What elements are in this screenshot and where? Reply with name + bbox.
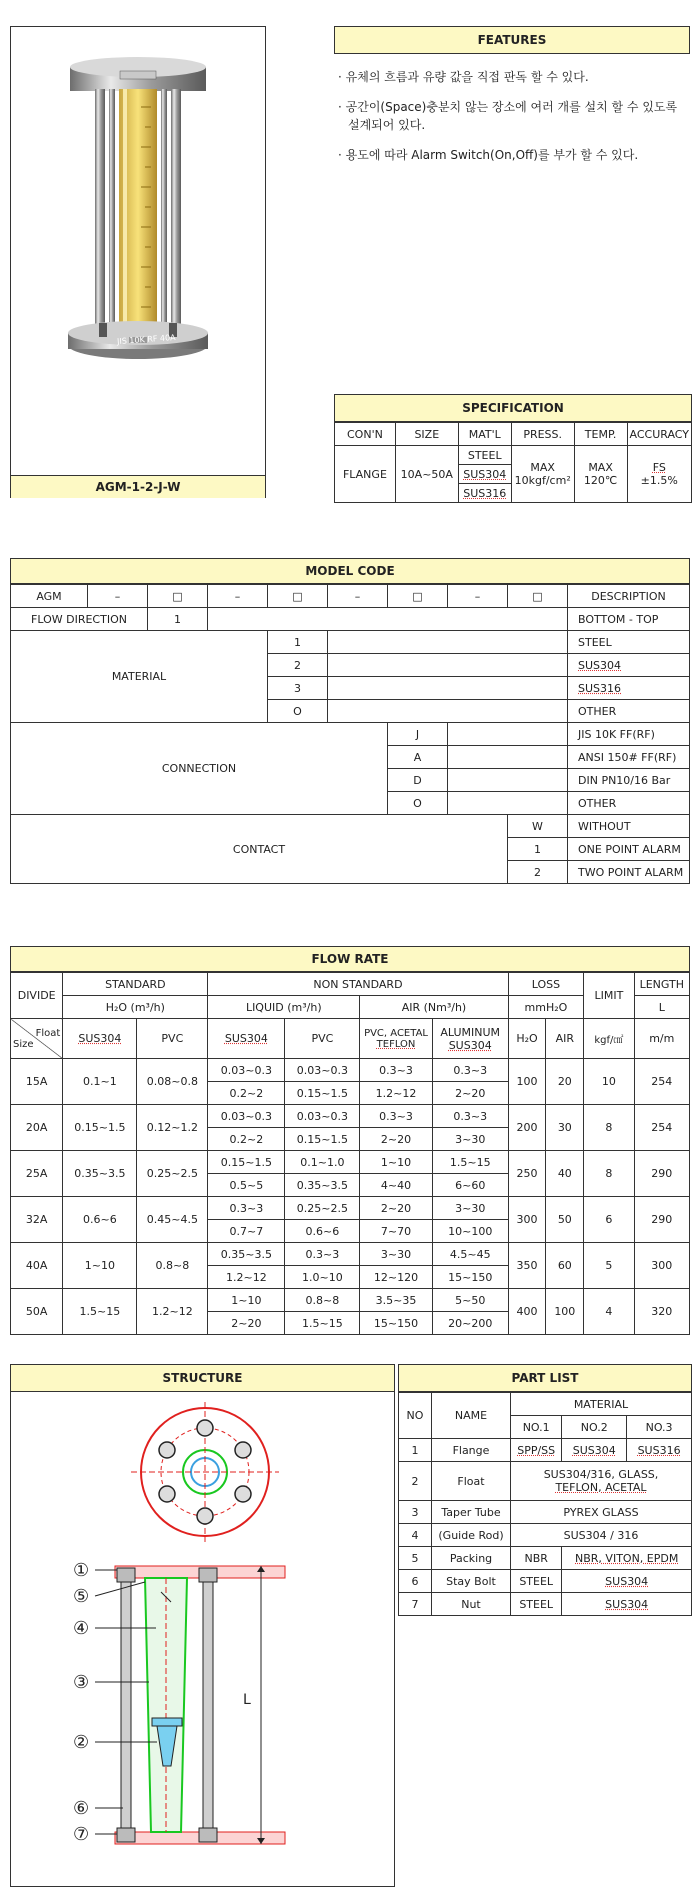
flow-cell: 100 [508, 1059, 546, 1105]
fr-h-nonstandard: NON STANDARD [208, 973, 508, 996]
pl-h-no1: NO.1 [511, 1416, 562, 1439]
callout-3: ③ [73, 1672, 90, 1693]
flow-cell: 0.5~5 [208, 1174, 285, 1197]
flow-cell: 0.15~1.5 [285, 1128, 360, 1151]
mc-connection-code: J [388, 723, 448, 746]
flow-cell: 200 [508, 1105, 546, 1151]
fr-h-liquid: LIQUID (m³/h) [208, 996, 360, 1019]
mc-material-code: O [268, 700, 328, 723]
pl-name: Flange [432, 1439, 511, 1462]
spec-title: SPECIFICATION [334, 394, 692, 422]
flow-cell: 0.35~3.5 [63, 1151, 137, 1197]
flow-cell: 0.3~3 [360, 1105, 433, 1128]
flowmeter-photo [11, 27, 265, 475]
flow-cell: 20 [546, 1059, 584, 1105]
flow-cell: 0.12~1.2 [137, 1105, 208, 1151]
spec-acc-l1: FS [652, 461, 666, 474]
callout-2: ② [73, 1732, 90, 1753]
pl-no: 6 [399, 1570, 432, 1593]
flow-cell: 0.6~6 [285, 1220, 360, 1243]
pl-no: 2 [399, 1462, 432, 1501]
structure-panel [10, 1364, 395, 1888]
flow-cell: 1.0~10 [285, 1266, 360, 1289]
flow-cell: 290 [634, 1197, 689, 1243]
mc-connection-code: A [388, 746, 448, 769]
pl-mat: SUS304 [562, 1593, 692, 1616]
flow-cell: 0.8~8 [137, 1243, 208, 1289]
pl-no: 3 [399, 1501, 432, 1524]
mc-material-desc: OTHER [568, 700, 690, 723]
mc-connection-label: CONNECTION [11, 723, 388, 815]
flow-cell: 1~10 [360, 1151, 433, 1174]
spec-acc-l2: ±1.5% [640, 474, 678, 487]
flow-cell: 1.2~12 [137, 1289, 208, 1335]
dimension-label: L [243, 1692, 251, 1708]
mc-contact-desc: ONE POINT ALARM [568, 838, 690, 861]
mc-material-desc: SUS304 [568, 654, 690, 677]
fr-h-teflon: TEFLON [376, 1038, 416, 1050]
spec-table [334, 422, 692, 503]
flow-cell: 30 [546, 1105, 584, 1151]
spec-size: 10A~50A [395, 446, 458, 503]
features-list [334, 68, 690, 164]
fr-h-mmh2o: mmH₂O [508, 996, 584, 1019]
spec-temp-l2: 120℃ [583, 474, 618, 487]
spec-mat: STEEL [458, 446, 511, 465]
flow-cell: 10~100 [432, 1220, 508, 1243]
flow-cell: 15A [11, 1059, 63, 1105]
mc-connection-desc: DIN PN10/16 Bar [568, 769, 690, 792]
flow-cell: 1.2~12 [360, 1082, 433, 1105]
mc-material-desc: STEEL [568, 631, 690, 654]
feature-item: · 유체의 흐름과 유량 값을 직접 판독 할 수 있다. [348, 68, 682, 86]
fr-h-liq-sus: SUS304 [208, 1019, 285, 1059]
fr-h-loss: LOSS [508, 973, 584, 996]
mc-material-desc: SUS316 [568, 677, 690, 700]
pl-mat: SUS304 [562, 1570, 692, 1593]
mc-h-dash: – [88, 585, 148, 608]
callout-4: ④ [73, 1618, 90, 1639]
mc-h-box: □ [148, 585, 208, 608]
pl-mat: SUS304 [562, 1439, 627, 1462]
pl-h-name: NAME [432, 1393, 511, 1439]
spec-h-matl: MAT'L [458, 423, 511, 446]
flow-cell: 32A [11, 1197, 63, 1243]
mc-h-box: □ [388, 585, 448, 608]
flow-cell: 0.7~7 [208, 1220, 285, 1243]
flow-cell: 3~30 [360, 1243, 433, 1266]
feature-item: · 용도에 따라 Alarm Switch(On,Off)를 부가 할 수 있다. [348, 146, 682, 164]
fr-h-divide: DIVIDE [11, 973, 63, 1019]
flow-cell: 5 [584, 1243, 634, 1289]
structure-title: STRUCTURE [10, 1364, 395, 1392]
feature-item: · 공간이(Space)충분치 않는 장소에 여러 개를 설치 할 수 있도록 설계되어 있다. [348, 98, 682, 134]
callout-7: ⑦ [73, 1824, 90, 1845]
fr-h-pvc-acetal: PVC, ACETAL [364, 1027, 428, 1039]
part-list-panel [398, 1364, 692, 1616]
flow-cell: 290 [634, 1151, 689, 1197]
fr-h-liq-pvc: PVC [285, 1019, 360, 1059]
mc-material-code: 2 [268, 654, 328, 677]
mc-h-agm: AGM [11, 585, 88, 608]
fr-h-air-pvc [360, 1019, 433, 1059]
flow-cell: 0.35~3.5 [208, 1243, 285, 1266]
mc-material-code: 3 [268, 677, 328, 700]
pl-h-no3: NO.3 [627, 1416, 692, 1439]
mc-flow-direction-code: 1 [148, 608, 208, 631]
callout-6: ⑥ [73, 1798, 90, 1819]
table-row [11, 1197, 690, 1220]
mc-material-code: 1 [268, 631, 328, 654]
mc-h-description: DESCRIPTION [568, 585, 690, 608]
flow-cell: 320 [634, 1289, 689, 1335]
pl-name: Stay Bolt [432, 1570, 511, 1593]
pl-mat: SUS316 [627, 1439, 692, 1462]
spec-h-size: SIZE [395, 423, 458, 446]
pl-name: Nut [432, 1593, 511, 1616]
flow-cell: 254 [634, 1059, 689, 1105]
pl-no: 5 [399, 1547, 432, 1570]
flow-cell: 5~50 [432, 1289, 508, 1312]
flow-cell: 0.3~3 [285, 1243, 360, 1266]
fr-h-float-size [11, 1019, 63, 1059]
pl-mat: NBR [511, 1547, 562, 1570]
flow-cell: 40 [546, 1151, 584, 1197]
model-code-title: MODEL CODE [10, 558, 690, 584]
product-caption: AGM-1-2-J-W [11, 475, 265, 498]
flow-rate-title: FLOW RATE [10, 946, 690, 972]
flow-cell: 0.03~0.3 [285, 1105, 360, 1128]
spec-h-accuracy: ACCURACY [627, 423, 691, 446]
spec-mat: SUS304 [458, 465, 511, 484]
fr-h-length: LENGTH [634, 973, 689, 996]
flow-cell: 4~40 [360, 1174, 433, 1197]
flow-cell: 0.1~1.0 [285, 1151, 360, 1174]
spec-mat: SUS316 [458, 484, 511, 503]
flow-cell: 4.5~45 [432, 1243, 508, 1266]
flow-cell: 1~10 [208, 1289, 285, 1312]
pl-name: Packing [432, 1547, 511, 1570]
pl-mat-line2: TEFLON, ACETAL [555, 1481, 647, 1494]
mc-contact-desc: TWO POINT ALARM [568, 861, 690, 884]
pl-h-no2: NO.2 [562, 1416, 627, 1439]
flow-cell: 8 [584, 1105, 634, 1151]
flow-cell: 0.3~3 [360, 1059, 433, 1082]
mc-h-dash: – [208, 585, 268, 608]
flow-cell: 2~20 [208, 1312, 285, 1335]
pl-mat-line1: SUS304/316, GLASS, [543, 1468, 659, 1481]
flow-cell: 0.08~0.8 [137, 1059, 208, 1105]
flow-cell: 400 [508, 1289, 546, 1335]
fr-h-l: L [634, 996, 689, 1019]
product-photo-panel [10, 26, 266, 498]
fr-h-loss-h2o: H₂O [508, 1019, 546, 1059]
mc-h-box: □ [508, 585, 568, 608]
mc-contact-code: 2 [508, 861, 568, 884]
pl-mat: SPP/SS [511, 1439, 562, 1462]
mc-material-label: MATERIAL [11, 631, 268, 723]
flow-cell: 0.1~1 [63, 1059, 137, 1105]
flow-cell: 50A [11, 1289, 63, 1335]
spec-press-l1: MAX [530, 461, 555, 474]
flow-cell: 0.35~3.5 [285, 1174, 360, 1197]
mc-contact-code: 1 [508, 838, 568, 861]
model-code-panel [10, 558, 690, 884]
pl-mat: STEEL [511, 1570, 562, 1593]
features-panel [334, 26, 690, 178]
flow-cell: 300 [634, 1243, 689, 1289]
spec-h-conn: CON'N [335, 423, 396, 446]
flow-cell: 0.45~4.5 [137, 1197, 208, 1243]
mc-connection-code: D [388, 769, 448, 792]
mc-connection-code: O [388, 792, 448, 815]
pl-mat: NBR, VITON, EPDM [562, 1547, 692, 1570]
pl-h-no: NO [399, 1393, 432, 1439]
flow-cell: 3~30 [432, 1128, 508, 1151]
flow-cell: 1.5~15 [432, 1151, 508, 1174]
flow-cell: 0.15~1.5 [208, 1151, 285, 1174]
pl-name: (Guide Rod) [432, 1524, 511, 1547]
fr-h-kgf: kgf/㎠ [584, 1019, 634, 1059]
flow-cell: 0.15~1.5 [285, 1082, 360, 1105]
callout-1: ① [73, 1560, 90, 1581]
flow-cell: 0.2~2 [208, 1082, 285, 1105]
fr-h-float: Float [35, 1027, 61, 1039]
flow-cell: 350 [508, 1243, 546, 1289]
mc-h-dash: – [448, 585, 508, 608]
pl-no: 1 [399, 1439, 432, 1462]
features-title: FEATURES [334, 26, 690, 54]
spec-press-l2: 10kgf/cm² [514, 474, 571, 487]
fr-h-aluminum: ALUMINUM [440, 1025, 501, 1039]
fr-h-air: AIR (Nm³/h) [360, 996, 508, 1019]
pl-mat: STEEL [511, 1593, 562, 1616]
pl-mat-span: PYREX GLASS [511, 1501, 692, 1524]
flow-cell: 0.3~3 [432, 1059, 508, 1082]
pl-name: Taper Tube [432, 1501, 511, 1524]
pl-no: 4 [399, 1524, 432, 1547]
flow-cell: 3~30 [432, 1197, 508, 1220]
flow-cell: 4 [584, 1289, 634, 1335]
table-row [11, 1059, 690, 1082]
flow-cell: 20A [11, 1105, 63, 1151]
flange-tag-label: JIS 10K RF 40A [116, 332, 176, 347]
flow-cell: 300 [508, 1197, 546, 1243]
mc-contact-desc: WITHOUT [568, 815, 690, 838]
spec-h-temp: TEMP. [574, 423, 627, 446]
flow-cell: 0.03~0.3 [285, 1059, 360, 1082]
flow-cell: 3.5~35 [360, 1289, 433, 1312]
flow-cell: 20~200 [432, 1312, 508, 1335]
flow-rate-panel [10, 946, 690, 1335]
flow-cell: 50 [546, 1197, 584, 1243]
spec-press [511, 446, 574, 503]
flow-cell: 0.03~0.3 [208, 1059, 285, 1082]
model-code-table [10, 584, 690, 884]
flow-cell: 1.5~15 [63, 1289, 137, 1335]
flow-cell: 2~20 [360, 1197, 433, 1220]
mc-connection-desc: JIS 10K FF(RF) [568, 723, 690, 746]
flow-cell: 15~150 [432, 1266, 508, 1289]
flow-cell: 0.3~3 [208, 1197, 285, 1220]
flow-cell: 0.2~2 [208, 1128, 285, 1151]
flow-cell: 254 [634, 1105, 689, 1151]
flow-cell: 0.8~8 [285, 1289, 360, 1312]
specification-panel [334, 394, 692, 503]
fr-h-size: Size [13, 1038, 34, 1050]
spec-conn: FLANGE [335, 446, 396, 503]
flow-cell: 100 [546, 1289, 584, 1335]
fr-h-loss-air: AIR [546, 1019, 584, 1059]
table-row [11, 1151, 690, 1174]
flow-cell: 0.3~3 [432, 1105, 508, 1128]
fr-h-standard: STANDARD [63, 973, 208, 996]
fr-h-h2o: H₂O (m³/h) [63, 996, 208, 1019]
spec-temp-l1: MAX [588, 461, 613, 474]
flow-cell: 1.5~15 [285, 1312, 360, 1335]
flow-cell: 6~60 [432, 1174, 508, 1197]
flow-cell: 7~70 [360, 1220, 433, 1243]
mc-flow-direction-desc: BOTTOM - TOP [568, 608, 690, 631]
flow-cell: 6 [584, 1197, 634, 1243]
mc-h-box: □ [268, 585, 328, 608]
flow-cell: 2~20 [360, 1128, 433, 1151]
callout-5: ⑤ [73, 1586, 90, 1607]
flow-cell: 8 [584, 1151, 634, 1197]
flow-cell: 12~120 [360, 1266, 433, 1289]
fr-h-mm: m/m [634, 1019, 689, 1059]
flow-cell: 0.15~1.5 [63, 1105, 137, 1151]
spec-accuracy [627, 446, 691, 503]
flow-cell: 10 [584, 1059, 634, 1105]
table-row [11, 1289, 690, 1312]
part-list-table [398, 1392, 692, 1616]
flow-cell: 0.6~6 [63, 1197, 137, 1243]
flow-cell: 40A [11, 1243, 63, 1289]
flow-cell: 60 [546, 1243, 584, 1289]
flow-cell: 15~150 [360, 1312, 433, 1335]
fr-h-air-sus: SUS304 [448, 1038, 492, 1052]
pl-no: 7 [399, 1593, 432, 1616]
flow-cell: 0.03~0.3 [208, 1105, 285, 1128]
pl-mat-span: SUS304 / 316 [511, 1524, 692, 1547]
mc-flow-direction-label: FLOW DIRECTION [11, 608, 148, 631]
flow-cell: 25A [11, 1151, 63, 1197]
flow-cell: 1~10 [63, 1243, 137, 1289]
mc-h-dash: – [328, 585, 388, 608]
structure-drawing-frame [10, 1392, 395, 1887]
table-row [11, 1243, 690, 1266]
fr-h-std-pvc: PVC [137, 1019, 208, 1059]
flow-cell: 250 [508, 1151, 546, 1197]
fr-h-std-sus: SUS304 [63, 1019, 137, 1059]
pl-mat-span [511, 1462, 692, 1501]
fr-h-air-al [432, 1019, 508, 1059]
mc-connection-desc: OTHER [568, 792, 690, 815]
part-list-title: PART LIST [398, 1364, 692, 1392]
fr-h-limit: LIMIT [584, 973, 634, 1019]
spec-temp [574, 446, 627, 503]
mc-contact-code: W [508, 815, 568, 838]
flow-rate-table [10, 972, 690, 1335]
mc-connection-desc: ANSI 150# FF(RF) [568, 746, 690, 769]
pl-name: Float [432, 1462, 511, 1501]
flow-cell: 1.2~12 [208, 1266, 285, 1289]
spec-h-press: PRESS. [511, 423, 574, 446]
flow-cell: 0.25~2.5 [285, 1197, 360, 1220]
flow-cell: 0.25~2.5 [137, 1151, 208, 1197]
table-row [11, 1105, 690, 1128]
structure-drawing [11, 1392, 394, 1886]
pl-h-material: MATERIAL [511, 1393, 692, 1416]
flow-cell: 2~20 [432, 1082, 508, 1105]
mc-contact-label: CONTACT [11, 815, 508, 884]
